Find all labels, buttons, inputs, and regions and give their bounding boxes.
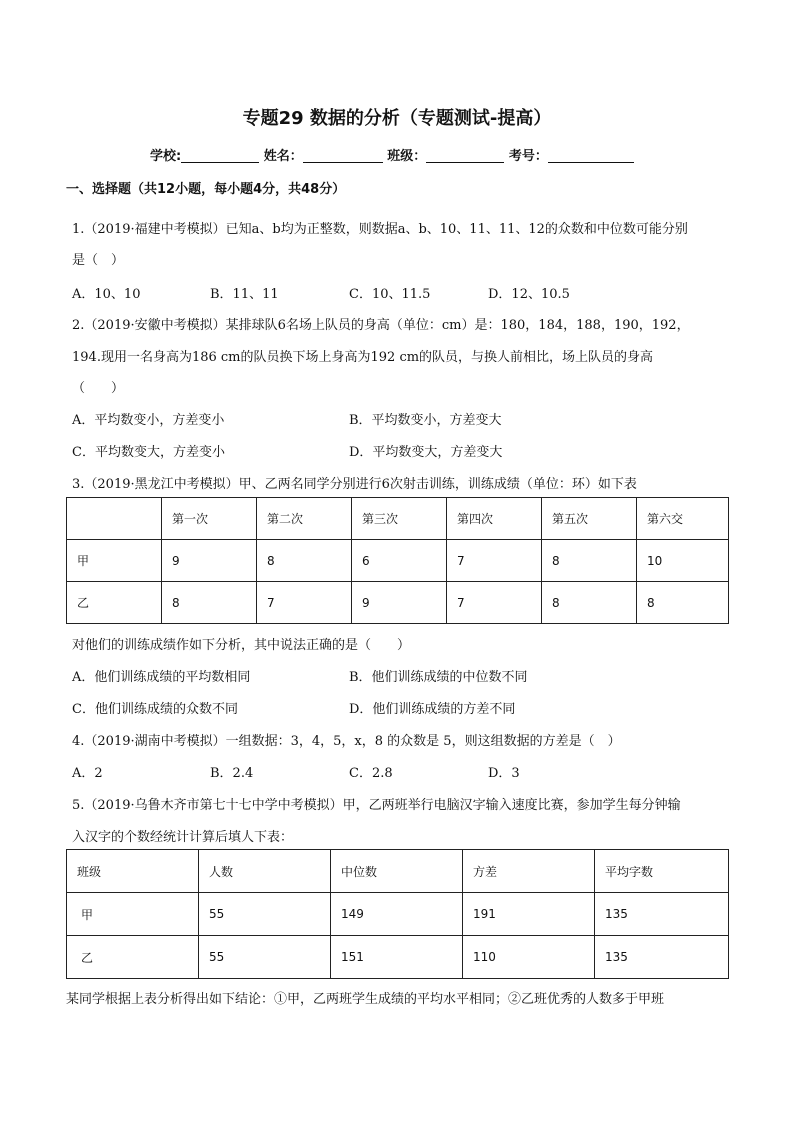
table-cell: 8 bbox=[637, 582, 729, 624]
table-cell: 10 bbox=[637, 540, 729, 582]
question-3-option-b[interactable]: B．他们训练成绩的中位数不同 bbox=[349, 670, 528, 685]
class-blank[interactable] bbox=[426, 148, 504, 163]
table-header-cell: 第四次 bbox=[447, 498, 542, 540]
question-3-score-table bbox=[66, 497, 729, 624]
question-1-option-c[interactable]: C．10、11.5 bbox=[349, 287, 431, 302]
table-cell: 151 bbox=[331, 936, 463, 979]
table-cell: 149 bbox=[331, 893, 463, 936]
table-cell: 9 bbox=[352, 582, 447, 624]
page-title: 专题29 数据的分析（专题测试-提高） bbox=[242, 108, 552, 129]
table-row bbox=[67, 582, 729, 624]
table-header-cell bbox=[67, 498, 162, 540]
question-5-text-line3: 某同学根据上表分析得出如下结论：①甲，乙两班学生成绩的平均水平相同；②乙班优秀的人数多于甲班 bbox=[66, 992, 665, 1007]
table-cell: 55 bbox=[199, 936, 331, 979]
table-header-row bbox=[67, 850, 729, 893]
table-row bbox=[67, 540, 729, 582]
question-2-option-a[interactable]: A．平均数变小，方差变小 bbox=[72, 413, 225, 428]
table-header-cell: 平均字数 bbox=[595, 850, 729, 893]
question-4-option-d[interactable]: D．3 bbox=[488, 766, 520, 781]
table-header-cell: 人数 bbox=[199, 850, 331, 893]
question-4-option-b[interactable]: B．2.4 bbox=[210, 766, 254, 781]
question-3-option-d[interactable]: D．他们训练成绩的方差不同 bbox=[349, 702, 516, 717]
question-2-text-line3: （ ） bbox=[72, 381, 125, 396]
table-header-cell: 班级 bbox=[67, 850, 199, 893]
question-3-option-a[interactable]: A．他们训练成绩的平均数相同 bbox=[72, 670, 251, 685]
question-5-text-line2: 入汉字的个数经统计计算后填人下表： bbox=[72, 830, 294, 845]
table-header-row bbox=[67, 498, 729, 540]
table-header-cell: 中位数 bbox=[331, 850, 463, 893]
table-cell: 7 bbox=[257, 582, 352, 624]
question-2-option-d[interactable]: D．平均数变大，方差变大 bbox=[349, 445, 503, 460]
question-1-option-b[interactable]: B．11、11 bbox=[210, 287, 279, 302]
table-cell: 55 bbox=[199, 893, 331, 936]
table-cell: 乙 bbox=[67, 582, 162, 624]
question-3-text-line2: 对他们的训练成绩作如下分析，其中说法正确的是（ ） bbox=[72, 638, 411, 653]
question-1-text-line1: 1.（2019·福建中考模拟）已知a、b均为正整数，则数据a、b、10、11、11、12的众数和中位数可能分别 bbox=[72, 222, 688, 237]
table-cell: 191 bbox=[463, 893, 595, 936]
table-cell: 8 bbox=[257, 540, 352, 582]
table-header-cell: 第五次 bbox=[542, 498, 637, 540]
question-4-text-line1: 4.（2019·湖南中考模拟）一组数据：3，4，5，x，8 的众数是 5，则这组数据的方差是（ ） bbox=[72, 734, 621, 749]
question-1-option-d[interactable]: D．12、10.5 bbox=[488, 287, 570, 302]
school-label: 学校: bbox=[150, 149, 182, 164]
table-cell: 甲 bbox=[67, 893, 199, 936]
table-cell: 甲 bbox=[67, 540, 162, 582]
table-cell: 8 bbox=[542, 582, 637, 624]
student-info-line bbox=[150, 145, 634, 164]
question-2-text-line2: 194.现用一名身高为186 cm的队员换下场上身高为192 cm的队员，与换人前相比，场上队员的身高 bbox=[72, 350, 654, 365]
table-row bbox=[67, 893, 729, 936]
table-header-cell: 第二次 bbox=[257, 498, 352, 540]
table-cell: 7 bbox=[447, 582, 542, 624]
table-cell: 乙 bbox=[67, 936, 199, 979]
exam-number-label: 考号： bbox=[508, 149, 548, 164]
question-4-option-a[interactable]: A．2 bbox=[72, 766, 103, 781]
table-cell: 135 bbox=[595, 893, 729, 936]
table-header-cell: 第三次 bbox=[352, 498, 447, 540]
table-cell: 9 bbox=[162, 540, 257, 582]
table-cell: 135 bbox=[595, 936, 729, 979]
question-2-option-b[interactable]: B．平均数变小，方差变大 bbox=[349, 413, 502, 428]
class-label: 班级： bbox=[387, 149, 427, 164]
question-3-option-c[interactable]: C．他们训练成绩的众数不同 bbox=[72, 702, 238, 717]
table-row bbox=[67, 936, 729, 979]
name-blank[interactable] bbox=[303, 148, 383, 163]
school-blank[interactable] bbox=[181, 148, 259, 163]
table-cell: 7 bbox=[447, 540, 542, 582]
question-2-option-c[interactable]: C．平均数变大，方差变小 bbox=[72, 445, 225, 460]
question-4-option-c[interactable]: C．2.8 bbox=[349, 766, 393, 781]
question-1-text-line2: 是（ ） bbox=[72, 253, 125, 268]
question-1-option-a[interactable]: A．10、10 bbox=[72, 287, 141, 302]
name-label: 姓名： bbox=[263, 149, 303, 164]
table-header-cell: 第六交 bbox=[637, 498, 729, 540]
table-header-cell: 第一次 bbox=[162, 498, 257, 540]
question-5-typing-table bbox=[66, 849, 729, 979]
exam-number-blank[interactable] bbox=[548, 148, 634, 163]
table-cell: 8 bbox=[162, 582, 257, 624]
section-heading-choice: 一、选择题（共12小题，每小题4分，共48分） bbox=[66, 182, 346, 197]
question-2-text-line1: 2.（2019·安徽中考模拟）某排球队6名场上队员的身高（单位：cm）是：180，184，188，190，192， bbox=[72, 318, 690, 333]
table-cell: 110 bbox=[463, 936, 595, 979]
table-cell: 8 bbox=[542, 540, 637, 582]
table-header-cell: 方差 bbox=[463, 850, 595, 893]
table-cell: 6 bbox=[352, 540, 447, 582]
question-5-text-line1: 5.（2019·乌鲁木齐市第七十七中学中考模拟）甲，乙两班举行电脑汉字输入速度比赛，参加学生每分钟输 bbox=[72, 798, 681, 813]
question-3-text-line1: 3.（2019·黑龙江中考模拟）甲、乙两名同学分别进行6次射击训练，训练成绩（单位：环）如下表 bbox=[72, 477, 637, 492]
